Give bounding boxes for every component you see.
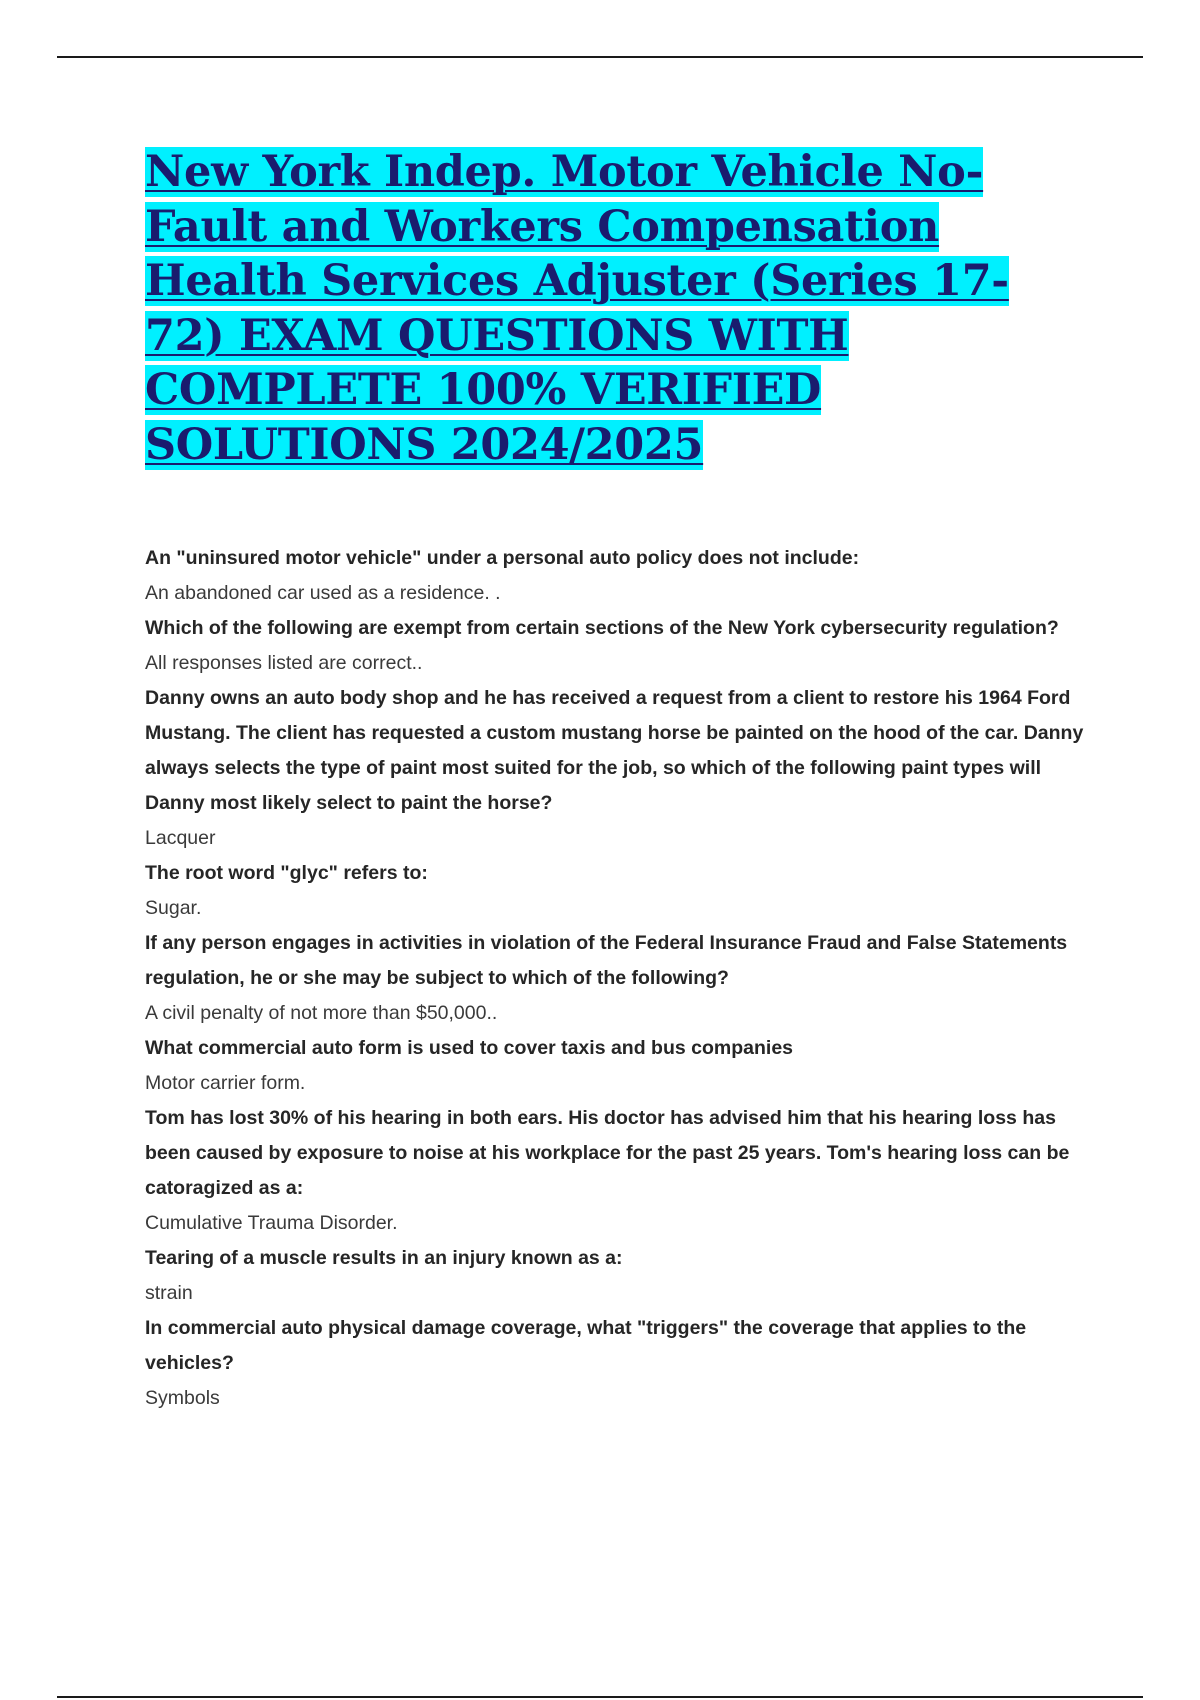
question-text: Tom has lost 30% of his hearing in both ears. His doctor has advised him that his hearing loss has been caused by exposure to noise at his workplace for the past 25 years. Tom's hearing loss can be catoragized as a:: [145, 1107, 1070, 1199]
footer-rule: [57, 1696, 1143, 1698]
question-text: In commercial auto physical damage coverage, what "triggers" the coverage that applies to the vehicles?: [145, 1317, 1027, 1374]
answer-text: A civil penalty of not more than $50,000..: [145, 1002, 498, 1024]
question-text: An "uninsured motor vehicle" under a personal auto policy does not include:: [145, 547, 860, 569]
answer-text: An abandoned car used as a residence. .: [145, 582, 501, 604]
answer-text: Lacquer: [145, 827, 216, 849]
answer-text: Symbols: [145, 1387, 220, 1409]
document-title: [145, 145, 1050, 472]
question-text: If any person engages in activities in violation of the Federal Insurance Fraud and False Statements regulation, he or she may be subject to which of the following?: [145, 932, 1068, 989]
answer-text: Sugar.: [145, 897, 202, 919]
question-text: Tearing of a muscle results in an injury known as a:: [145, 1247, 623, 1269]
answer-text: Cumulative Trauma Disorder.: [145, 1212, 398, 1234]
answer-text: Motor carrier form.: [145, 1072, 306, 1094]
answer-text: All responses listed are correct..: [145, 652, 423, 674]
question-text: Which of the following are exempt from certain sections of the New York cybersecurity regulation?: [145, 617, 1059, 639]
answer-text: strain: [145, 1282, 193, 1304]
qa-list: [145, 541, 1095, 1416]
document-title-text: New York Indep. Motor Vehicle No-Fault and Workers Compensation Health Services Adjuster (Series 17-72) EXAM QUESTIONS WITH COMPLETE 100% VERIFIED SOLUTIONS 2024/2025: [145, 147, 1009, 470]
question-text: What commercial auto form is used to cover taxis and bus companies: [145, 1037, 794, 1059]
question-text: Danny owns an auto body shop and he has received a request from a client to restore his 1964 Ford Mustang. The client has requested a custom mustang horse be painted on the hood of the car. Danny always selects the type of paint most suited for the job, so which of the following paint types will Danny most likely select to paint the horse?: [145, 687, 1084, 814]
question-text: The root word "glyc" refers to:: [145, 862, 428, 884]
header-rule: [57, 56, 1143, 58]
